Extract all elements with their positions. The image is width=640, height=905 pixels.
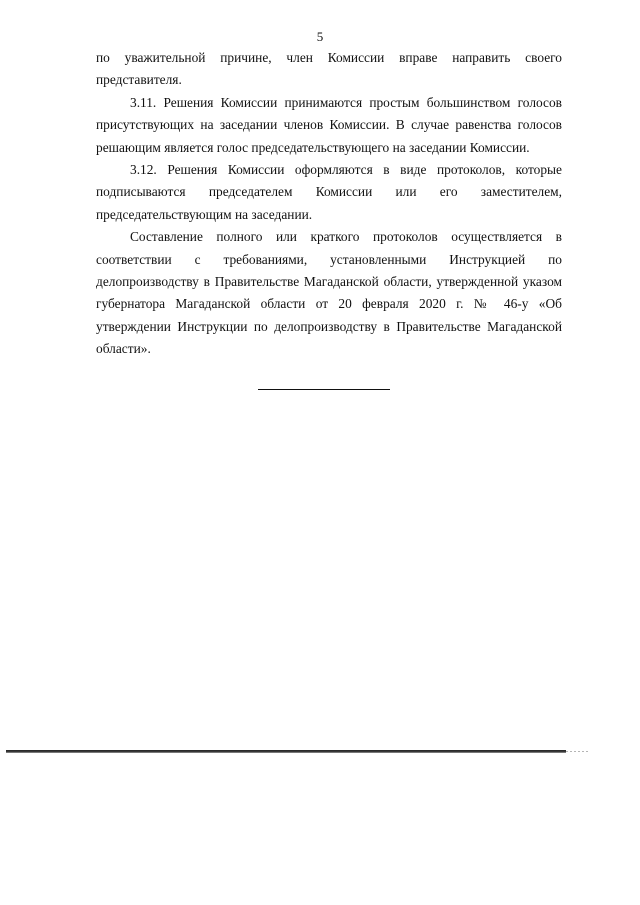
text-line: равенства голосов решающим является голос председательствующего [96, 117, 562, 155]
text-line: 3.11. Решения Комиссии принимаются простым большинством [130, 94, 511, 110]
text-line: по делопроизводству в Правительстве Магаданской области». [96, 318, 562, 357]
paragraph-continuation [96, 47, 562, 92]
text-line: представителя. [96, 72, 182, 88]
text-line: утвержденной указом губернатора Магаданской области [96, 274, 562, 312]
text-line: подписываются председателем Комиссии или его заместителем, [96, 184, 562, 200]
text-line: по уважительной причине, член Комиссии вправе направить своего [96, 50, 562, 65]
text-line: голосов присутствующих на заседании членов Комиссии. В случае [96, 94, 562, 133]
text-line: в соответствии с требованиями, установленными Инструкцией [96, 229, 562, 267]
paragraph-3-11 [96, 92, 562, 159]
text-line: на заседании Комиссии. [392, 139, 530, 155]
scan-edge-line [6, 750, 566, 753]
paragraph-3-12 [96, 159, 562, 226]
document-body [96, 47, 562, 361]
scan-edge-fade [566, 751, 590, 752]
text-line: 3.12. Решения Комиссии оформляются в виде протоколов, которые [130, 162, 562, 178]
paragraph-protocols [96, 226, 562, 360]
end-of-document-rule [258, 389, 390, 390]
page-number: 5 [316, 29, 324, 44]
text-line: Составление полного или краткого протоколов осуществляется [130, 229, 543, 245]
text-line: от 20 февраля 2020 г. № 46-у «Об утверждении Инструкции [96, 296, 562, 334]
text-line: по делопроизводству в Правительстве Магаданской области, [96, 251, 562, 290]
text-line: председательствующим на заседании. [96, 206, 313, 222]
